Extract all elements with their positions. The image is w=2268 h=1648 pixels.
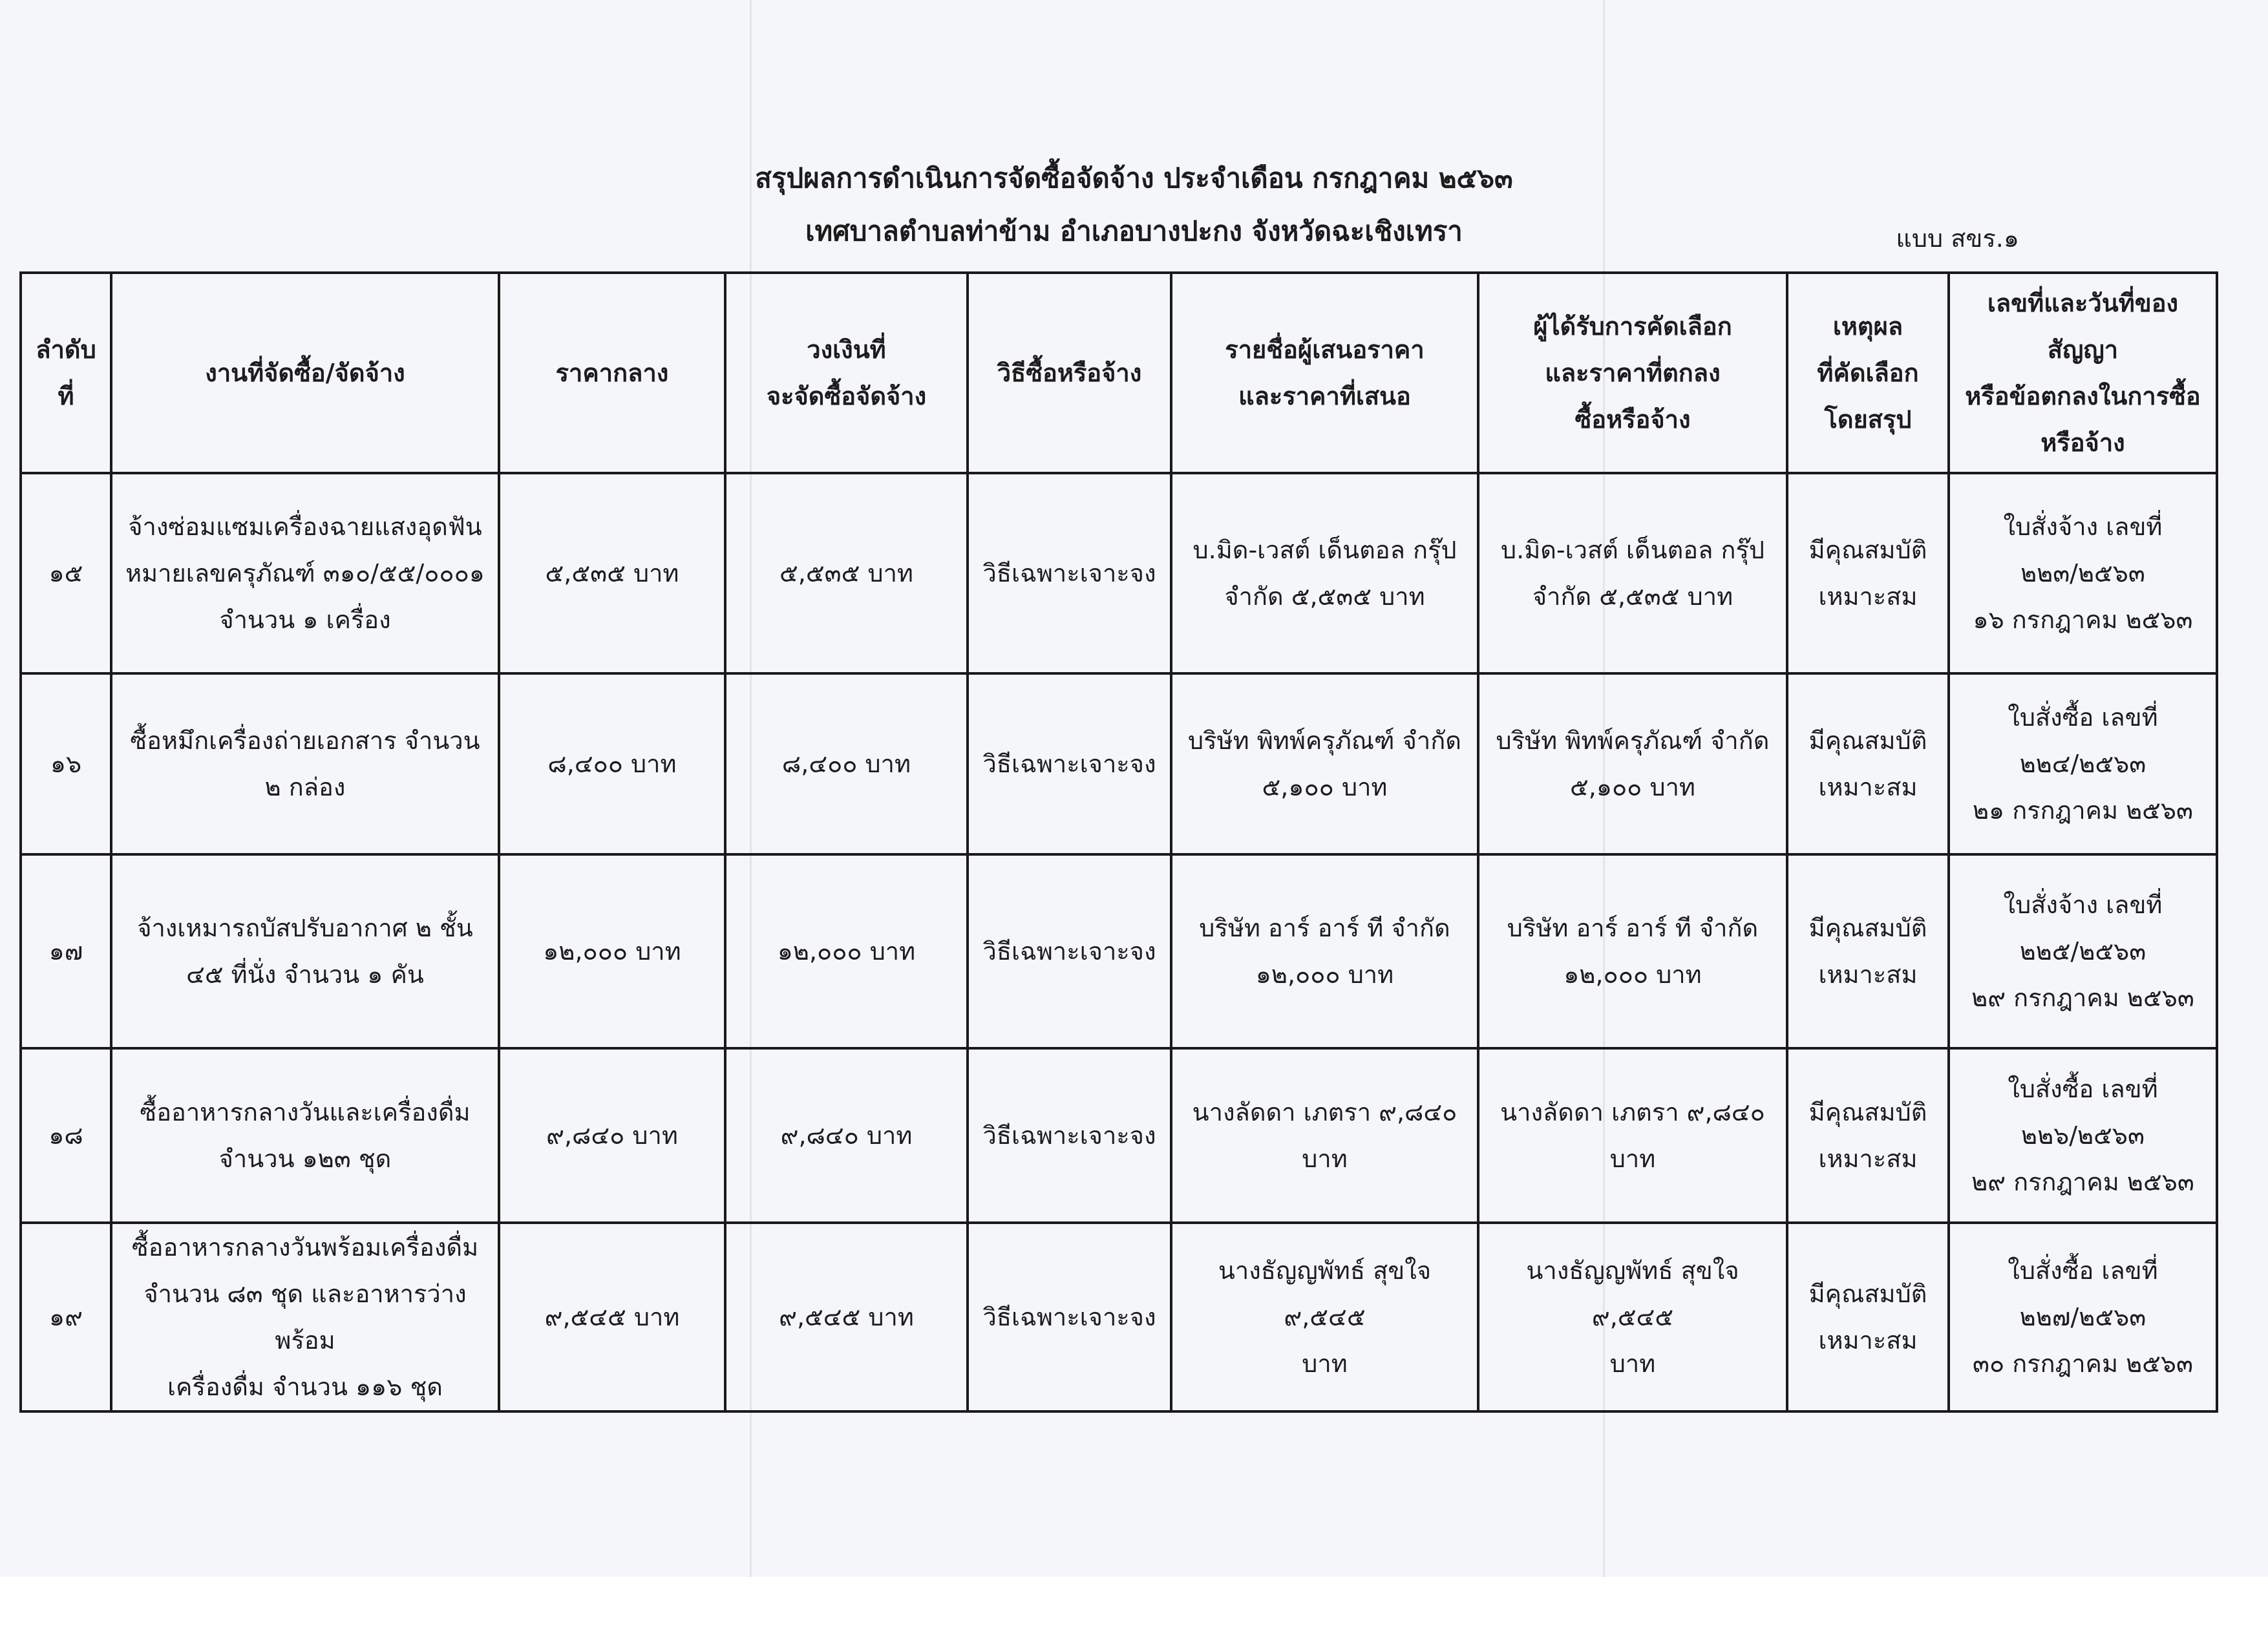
cell-line: ๑๒,๐๐๐ บาท <box>1255 960 1394 989</box>
cell-line: เหตุผล <box>1832 312 1903 341</box>
cell-line: ใบสั่งจ้าง เลขที่ <box>2003 512 2163 541</box>
cell-line: บริษัท พิทพ์ครุภัณฑ์ จำกัด <box>1496 726 1770 755</box>
cell-line: มีคุณสมบัติ <box>1808 1280 1927 1308</box>
col-header-no <box>21 273 111 473</box>
cell-selected <box>1478 1048 1787 1223</box>
cell-reason <box>1787 473 1949 673</box>
cell-line: ๒๑ กรกฎาคม ๒๕๖๓ <box>1973 796 2193 825</box>
cell-contract <box>1949 673 2217 854</box>
cell-item <box>111 854 499 1048</box>
cell-line: มีคุณสมบัติ <box>1808 536 1927 564</box>
cell-line: ใบสั่งซื้อ เลขที่ <box>2008 1256 2158 1285</box>
cell-selected <box>1478 1223 1787 1411</box>
cell-line: บริษัท พิทพ์ครุภัณฑ์ จำกัด <box>1188 726 1461 755</box>
cell-reason <box>1787 854 1949 1048</box>
procurement-table <box>19 271 2218 1413</box>
col-header-median-price <box>499 273 725 473</box>
cell-line: จะจัดซื้อจัดจ้าง <box>766 382 927 410</box>
cell-median-price: ๑๒,๐๐๐ บาท <box>499 854 725 1048</box>
cell-item <box>111 673 499 854</box>
cell-line: จ้างเหมารถบัสปรับอากาศ ๒ ชั้น <box>137 914 473 942</box>
form-code: แบบ สขร.๑ <box>1896 224 2019 253</box>
cell-bidders <box>1171 1223 1478 1411</box>
cell-method: วิธีเฉพาะเจาะจง <box>968 473 1171 673</box>
cell-line: บ.มิด-เวสต์ เด็นตอล กรุ๊ป <box>1501 536 1765 564</box>
cell-line: ใบสั่งซื้อ เลขที่ <box>2008 703 2158 732</box>
cell-line: ๕,๑๐๐ บาท <box>1570 773 1695 801</box>
col-header-contract <box>1949 273 2217 473</box>
cell-line: บริษัท อาร์ อาร์ ที จำกัด <box>1199 914 1450 942</box>
col-header-reason <box>1787 273 1949 473</box>
cell-line: ๓๐ กรกฎาคม ๒๕๖๓ <box>1973 1349 2193 1378</box>
cell-line: จำนวน ๘๓ ชุด และอาหารว่างพร้อม <box>143 1280 467 1355</box>
cell-line: เครื่องดื่ม จำนวน ๑๑๖ ชุด <box>167 1373 443 1401</box>
cell-line: บาท <box>1302 1145 1348 1173</box>
cell-selected <box>1478 473 1787 673</box>
cell-budget: ๘,๔๐๐ บาท <box>725 673 968 854</box>
cell-contract <box>1949 1223 2217 1411</box>
cell-reason <box>1787 1048 1949 1223</box>
cell-line: มีคุณสมบัติ <box>1808 726 1927 755</box>
cell-line: รายชื่อผู้เสนอราคา <box>1225 335 1425 364</box>
cell-line: นางลัดดา เภตรา ๙,๘๔๐ <box>1192 1098 1457 1126</box>
document-subtitle: เทศบาลตำบลท่าข้าม อำเภอบางปะกง จังหวัดฉะเชิงเทรา <box>805 215 1463 247</box>
cell-line: โดยสรุป <box>1824 405 1912 434</box>
cell-median-price: ๕,๕๓๕ บาท <box>499 473 725 673</box>
table-row <box>21 473 2217 673</box>
cell-budget: ๕,๕๓๕ บาท <box>725 473 968 673</box>
scan-margin <box>0 1577 2268 1648</box>
cell-line: ที่คัดเลือก <box>1817 359 1919 387</box>
cell-bidders <box>1171 1048 1478 1223</box>
cell-line: และราคาที่เสนอ <box>1238 382 1411 410</box>
cell-line: มีคุณสมบัติ <box>1808 1098 1927 1126</box>
cell-line: ๑๒,๐๐๐ บาท <box>1563 960 1702 989</box>
cell-line: ๒๒๖/๒๕๖๓ <box>2021 1121 2145 1150</box>
cell-line: นางลัดดา เภตรา ๙,๘๔๐ <box>1500 1098 1765 1126</box>
cell-line: เหมาะสม <box>1818 773 1918 801</box>
cell-line: เหมาะสม <box>1818 582 1918 611</box>
cell-bidders <box>1171 473 1478 673</box>
cell-budget: ๑๒,๐๐๐ บาท <box>725 854 968 1048</box>
cell-line: จำนวน ๑ เครื่อง <box>219 606 391 634</box>
col-header-bidders <box>1171 273 1478 473</box>
col-header-selected <box>1478 273 1787 473</box>
col-header-method <box>968 273 1171 473</box>
cell-line: วิธีซื้อหรือจ้าง <box>997 359 1142 387</box>
cell-line: งานที่จัดซื้อ/จัดจ้าง <box>205 359 405 387</box>
cell-line: เหมาะสม <box>1818 1326 1918 1355</box>
cell-line: ๒๒๕/๒๕๖๓ <box>2019 937 2146 966</box>
cell-line: หรือจ้าง <box>2040 428 2125 457</box>
cell-line: ซื้อหรือจ้าง <box>1574 405 1691 434</box>
cell-line: จำกัด ๕,๕๓๕ บาท <box>1532 582 1733 611</box>
cell-item <box>111 1048 499 1223</box>
cell-median-price: ๘,๔๐๐ บาท <box>499 673 725 854</box>
table-row <box>21 1223 2217 1411</box>
col-header-budget <box>725 273 968 473</box>
table-header-row <box>21 273 2217 473</box>
cell-line: ซื้ออาหารกลางวันพร้อมเครื่องดื่ม <box>131 1233 479 1262</box>
cell-line: นางธัญญพัทธ์ สุขใจ ๙,๕๔๕ <box>1526 1256 1739 1331</box>
cell-bidders <box>1171 673 1478 854</box>
cell-no: ๑๖ <box>21 673 111 854</box>
cell-no: ๑๗ <box>21 854 111 1048</box>
cell-line: ๑๖ กรกฎาคม ๒๕๖๓ <box>1973 606 2193 634</box>
table-row <box>21 854 2217 1048</box>
cell-line: บาท <box>1609 1145 1656 1173</box>
cell-line: หรือข้อตกลงในการซื้อ <box>1965 382 2201 410</box>
cell-method: วิธีเฉพาะเจาะจง <box>968 1223 1171 1411</box>
table-row <box>21 673 2217 854</box>
cell-method: วิธีเฉพาะเจาะจง <box>968 1048 1171 1223</box>
cell-median-price: ๙,๘๔๐ บาท <box>499 1048 725 1223</box>
cell-line: ๒๙ กรกฎาคม ๒๕๖๓ <box>1971 1168 2194 1196</box>
cell-line: จำนวน ๑๒๓ ชุด <box>218 1145 392 1173</box>
cell-line: ใบสั่งซื้อ เลขที่ <box>2008 1075 2158 1103</box>
cell-line: ราคากลาง <box>555 359 669 387</box>
cell-line: ใบสั่งจ้าง เลขที่ <box>2003 891 2163 919</box>
cell-line: วงเงินที่ <box>807 335 886 364</box>
document-title: สรุปผลการดำเนินการจัดซื้อจัดจ้าง ประจำเดือน กรกฎาคม ๒๕๖๓ <box>755 162 1513 194</box>
cell-line: บาท <box>1302 1349 1348 1378</box>
cell-line: จำกัด ๕,๕๓๕ บาท <box>1224 582 1425 611</box>
cell-line: หมายเลขครุภัณฑ์ ๓๑๐/๕๕/๐๐๐๑ <box>125 559 485 587</box>
cell-line: บริษัท อาร์ อาร์ ที จำกัด <box>1507 914 1759 942</box>
cell-reason <box>1787 673 1949 854</box>
cell-median-price: ๙,๕๔๕ บาท <box>499 1223 725 1411</box>
cell-line: ๒๒๔/๒๕๖๓ <box>2019 750 2146 778</box>
cell-method: วิธีเฉพาะเจาะจง <box>968 673 1171 854</box>
cell-line: ๒๒๓/๒๕๖๓ <box>2020 559 2145 587</box>
cell-line: นางธัญญพัทธ์ สุขใจ ๙,๕๔๕ <box>1218 1256 1432 1331</box>
table-row <box>21 1048 2217 1223</box>
col-header-item <box>111 273 499 473</box>
cell-no: ๑๕ <box>21 473 111 673</box>
cell-reason <box>1787 1223 1949 1411</box>
cell-line: ๒๒๗/๒๕๖๓ <box>2019 1303 2146 1331</box>
cell-item <box>111 473 499 673</box>
cell-selected <box>1478 854 1787 1048</box>
cell-line: ๕,๑๐๐ บาท <box>1262 773 1388 801</box>
cell-bidders <box>1171 854 1478 1048</box>
cell-line: ซื้ออาหารกลางวันและเครื่องดื่ม <box>140 1098 471 1126</box>
cell-line: บ.มิด-เวสต์ เด็นตอล กรุ๊ป <box>1192 536 1457 564</box>
cell-method: วิธีเฉพาะเจาะจง <box>968 854 1171 1048</box>
cell-no: ๑๘ <box>21 1048 111 1223</box>
cell-line: ๒ กล่อง <box>264 773 346 801</box>
cell-budget: ๙,๘๔๐ บาท <box>725 1048 968 1223</box>
cell-line: ลำดับที่ <box>36 335 96 410</box>
cell-no: ๑๙ <box>21 1223 111 1411</box>
cell-line: และราคาที่ตกลง <box>1545 359 1721 387</box>
cell-line: เหมาะสม <box>1818 1145 1918 1173</box>
cell-line: ซื้อหมึกเครื่องถ่ายเอกสาร จำนวน <box>130 726 480 755</box>
cell-line: บาท <box>1609 1349 1656 1378</box>
cell-line: เลขที่และวันที่ของ <box>1987 289 2179 317</box>
cell-contract <box>1949 1048 2217 1223</box>
cell-contract <box>1949 854 2217 1048</box>
cell-line: เหมาะสม <box>1818 960 1918 989</box>
cell-line: มีคุณสมบัติ <box>1808 914 1927 942</box>
cell-line: สัญญา <box>2047 335 2119 364</box>
cell-line: จ้างซ่อมแซมเครื่องฉายแสงอุดฟัน <box>128 512 482 541</box>
cell-line: ๒๙ กรกฎาคม ๒๕๖๓ <box>1971 984 2194 1012</box>
cell-item <box>111 1223 499 1411</box>
cell-budget: ๙,๕๔๕ บาท <box>725 1223 968 1411</box>
cell-line: ๔๕ ที่นั่ง จำนวน ๑ คัน <box>186 960 424 989</box>
cell-selected <box>1478 673 1787 854</box>
cell-line: ผู้ได้รับการคัดเลือก <box>1533 312 1732 341</box>
cell-contract <box>1949 473 2217 673</box>
